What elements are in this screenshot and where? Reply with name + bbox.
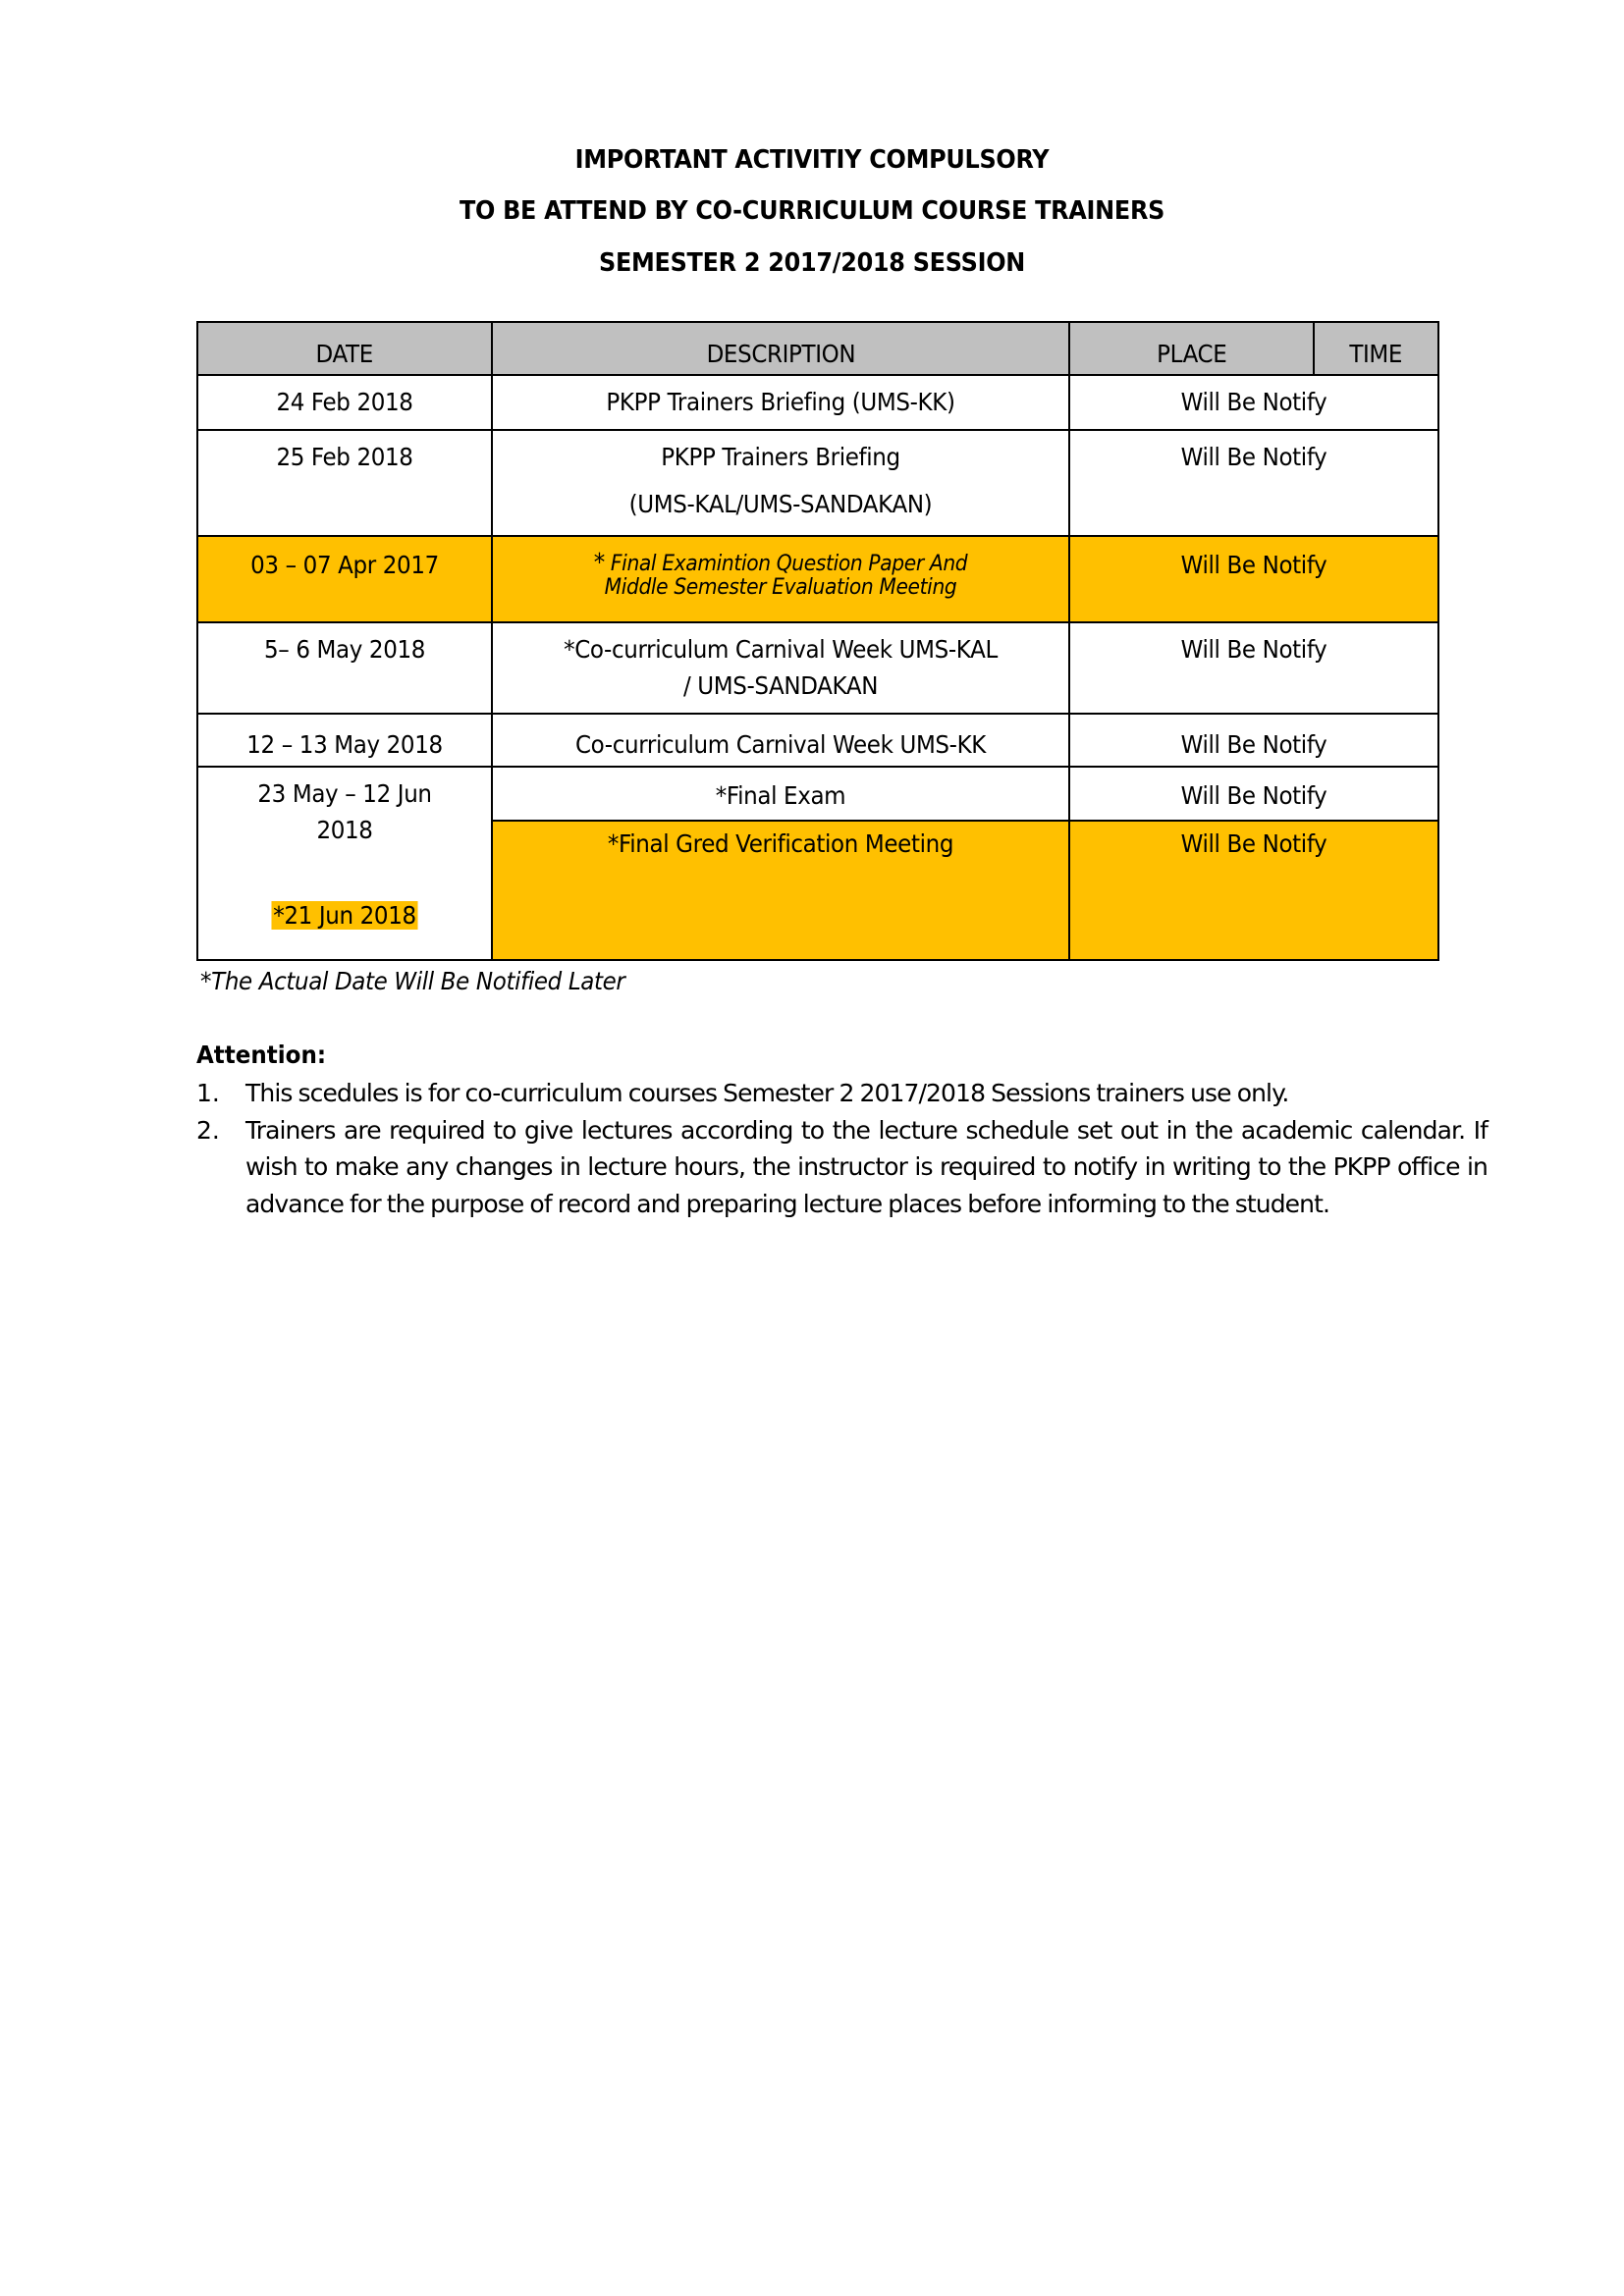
row-5-date — [196, 713, 493, 768]
place-text: Will Be Notify — [1180, 730, 1327, 759]
row-3-place — [1068, 535, 1439, 623]
place-text: Will Be Notify — [1180, 443, 1327, 471]
place-text: Will Be Notify — [1180, 781, 1327, 810]
item-number: 2. — [196, 1115, 220, 1145]
attention-list — [196, 1075, 1488, 1222]
row-1-date — [196, 374, 493, 431]
title-line-3: SEMESTER 2 2017/2018 SESSION — [598, 248, 1026, 278]
row-2-description — [491, 429, 1070, 537]
row-2-place — [1068, 429, 1439, 537]
row-4-place — [1068, 621, 1439, 715]
date-line-1: 23 May – 12 Jun — [257, 779, 432, 808]
title-line-1: IMPORTANT ACTIVITIY COMPULSORY — [574, 145, 1050, 175]
row-4-date — [196, 621, 493, 715]
attention-item — [196, 1075, 1488, 1112]
description-line-2: Middle Semester Evaluation Meeting — [604, 575, 957, 600]
place-text: Will Be Notify — [1180, 635, 1327, 664]
row-1-description — [491, 374, 1070, 431]
header-place-label: PLACE — [1156, 340, 1227, 368]
row-5-description — [491, 713, 1070, 768]
place-text: Will Be Notify — [1180, 388, 1327, 416]
date-text: 03 – 07 Apr 2017 — [250, 551, 439, 579]
place-text: Will Be Notify — [1180, 829, 1327, 858]
row-6a-description — [491, 766, 1070, 822]
highlighted-date: *21 Jun 2018 — [273, 901, 416, 930]
item-text: This scedules is for co-curriculum courses Semester 2 2017/2018 Sessions trainers use only. — [245, 1079, 1289, 1107]
header-date — [196, 321, 493, 376]
date-line-2: 2018 — [316, 816, 373, 844]
row-6b-description — [491, 820, 1070, 961]
row-6b-place — [1068, 820, 1439, 961]
date-text: 12 – 13 May 2018 — [246, 730, 443, 759]
attention-heading: Attention: — [196, 1041, 327, 1069]
item-number: 1. — [196, 1079, 220, 1107]
header-time — [1313, 321, 1439, 376]
row-4-description — [491, 621, 1070, 715]
schedule-table — [196, 321, 1439, 961]
description-line-2: / UMS-SANDAKAN — [682, 671, 879, 700]
description-text: Co-curriculum Carnival Week UMS-KK — [574, 730, 987, 759]
row-1-place — [1068, 374, 1439, 431]
date-text: 25 Feb 2018 — [276, 443, 413, 471]
title-line-2: TO BE ATTEND BY CO-CURRICULUM COURSE TRAINERS — [459, 196, 1165, 226]
place-text: Will Be Notify — [1180, 551, 1327, 579]
description-line-1: PKPP Trainers Briefing — [661, 443, 900, 471]
description-line-2: (UMS-KAL/UMS-SANDAKAN) — [628, 490, 933, 518]
header-description — [491, 321, 1070, 376]
row-6a-place — [1068, 766, 1439, 822]
description-text: *Final Gred Verification Meeting — [607, 829, 954, 858]
row-6-date — [196, 766, 493, 961]
attention-item — [196, 1112, 1488, 1223]
row-5-place — [1068, 713, 1439, 768]
header-time-label: TIME — [1349, 340, 1403, 368]
description-line-1: *Co-curriculum Carnival Week UMS-KAL — [564, 635, 998, 664]
description-text: *Final Exam — [715, 781, 846, 810]
item-text: Trainers are required to give lectures according to the lecture schedule set out in the academic calendar. If wish to make any changes in lecture hours, the instructor is required to notify in writing to the PKPP office in advance for the purpose of record and preparing lecture places before informing to the student. — [245, 1115, 1488, 1218]
header-date-label: DATE — [315, 340, 374, 368]
description-line-1: Final Examintion Question Paper And — [610, 552, 968, 576]
asterisk-mark: * — [593, 548, 605, 576]
date-text: 24 Feb 2018 — [276, 388, 413, 416]
description-text: PKPP Trainers Briefing (UMS-KK) — [606, 388, 955, 416]
row-2-date — [196, 429, 493, 537]
date-text: 5– 6 May 2018 — [263, 635, 425, 664]
header-place — [1068, 321, 1315, 376]
row-3-description — [491, 535, 1070, 623]
row-3-date — [196, 535, 493, 623]
footnote: *The Actual Date Will Be Notified Later — [200, 967, 625, 995]
header-description-label: DESCRIPTION — [706, 340, 855, 368]
